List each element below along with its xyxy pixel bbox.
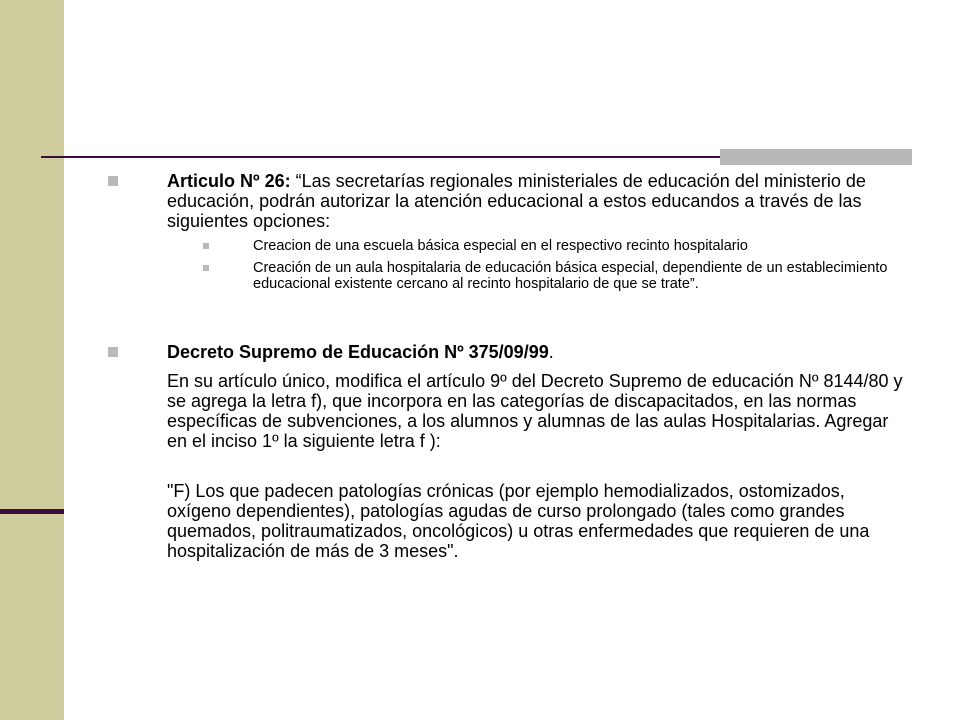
sub-bullet-square-icon: [203, 243, 209, 249]
option-2-text: Creación de un aula hospitalaria de educación básica especial, dependiente de un establecimiento educacional existente cercano al recinto hospitalario de que se trate”.: [253, 260, 888, 292]
article-26-paragraph: [167, 171, 912, 231]
decree-heading-paragraph: [167, 342, 912, 362]
article-26-heading: Articulo Nº 26:: [167, 171, 291, 191]
bullet-square-icon: [108, 347, 118, 357]
bullet-square-icon: [108, 176, 118, 186]
option-1-text: Creacion de una escuela básica especial en el respectivo recinto hospitalario: [253, 238, 748, 254]
decree-paragraph-1: En su artículo único, modifica el artículo 9º del Decreto Supremo de educación Nº 8144/80 y se agrega la letra f), que incorpora en las categorías de discapacitados, en las normas específicas de subvenciones, a los alumnos y alumnas de las aulas Hospitalarias. Agregar en el inciso 1º la siguiente letra f ):: [167, 371, 903, 451]
sub-bullet-square-icon: [203, 265, 209, 271]
decree-heading: Decreto Supremo de Educación Nº 375/09/99: [167, 342, 549, 362]
decree-paragraph-2: "F) Los que padecen patologías crónicas (por ejemplo hemodializados, ostomizados, oxígeno dependientes), patologías agudas de curso prolongado (tales como grandes quemados, politraumatizados, oncológicos) u otras enfermedades que requieren de una hospitalización de más de 3 meses".: [167, 481, 870, 561]
decree-heading-tail: .: [548, 342, 554, 362]
article-26-text: “Las secretarías regionales ministeriales de educación del ministerio de educación, podrán autorizar la atención educacional a estos educandos a través de las siguientes opciones:: [167, 171, 866, 231]
